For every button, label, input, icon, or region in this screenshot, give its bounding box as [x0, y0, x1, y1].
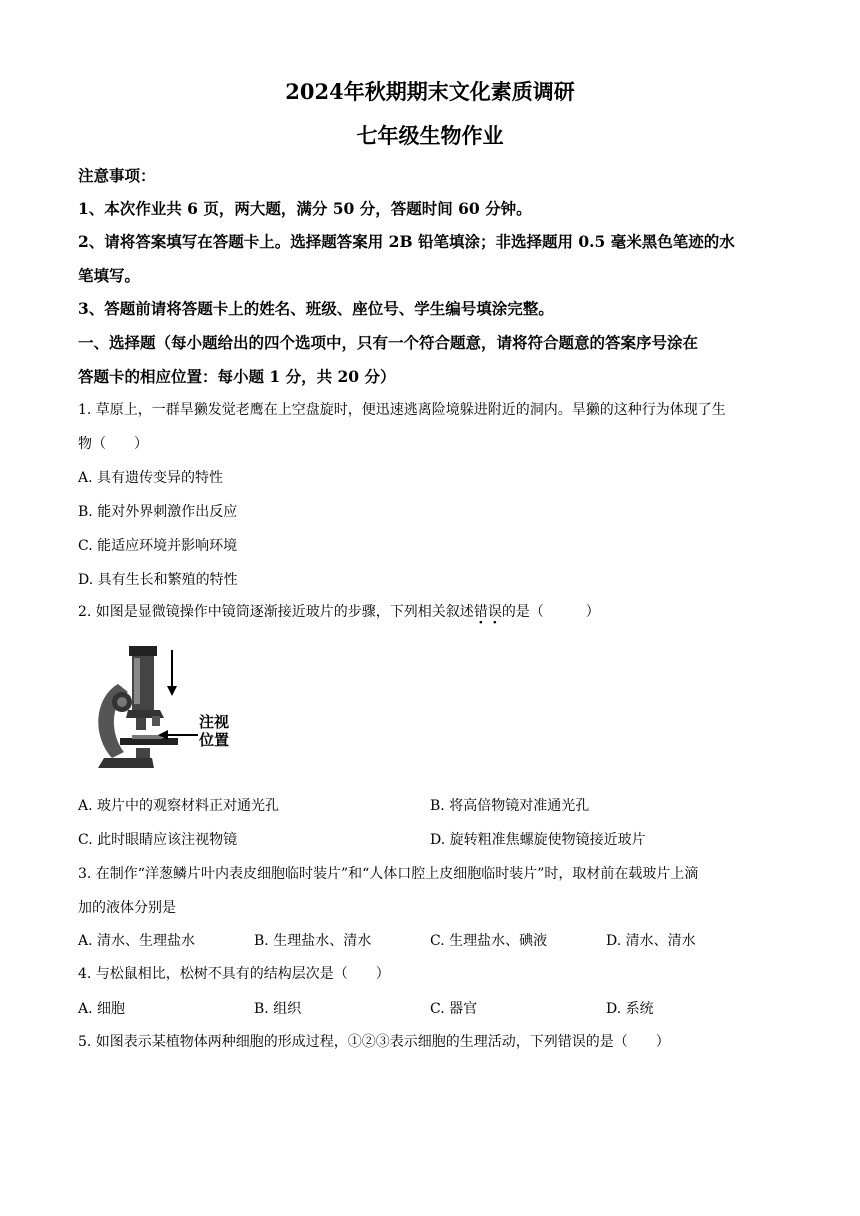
question-1-option: C. 能适应环境并影响环境 — [78, 538, 238, 554]
question-5-stem: 5. 如图表示某植物体两种细胞的形成过程，①②③表示细胞的生理活动，下列错误的是（ ） — [78, 1034, 670, 1050]
question-1-option: D. 具有生长和繁殖的特性 — [78, 572, 238, 588]
section-heading: 一、选择题（每小题给出的四个选项中，只有一个符合题意，请将符合题意的答案序号涂在 — [78, 333, 699, 352]
question-4-option: B. 组织 — [254, 1001, 302, 1017]
question-3-option: C. 生理盐水、碘液 — [430, 933, 548, 949]
figure-label: 注视 — [199, 713, 230, 731]
figure-label: 位置 — [199, 731, 230, 749]
note-item: 1、本次作业共 6 页，两大题，满分 50 分，答题时间 60 分钟。 — [78, 199, 532, 218]
question-4-stem: 4. 与松鼠相比，松树不具有的结构层次是（ ） — [78, 966, 390, 982]
question-3-option: A. 清水、生理盐水 — [78, 933, 196, 949]
question-2-option: C. 此时眼睛应该注视物镜 — [78, 832, 238, 848]
question-4-option: A. 细胞 — [78, 1001, 126, 1017]
question-3-stem: 加的液体分别是 — [78, 900, 176, 916]
question-1-stem: 物（ ） — [78, 436, 148, 452]
emphasis-char: 误 — [487, 604, 502, 620]
note-item: 笔填写。 — [78, 266, 141, 285]
question-4-option: D. 系统 — [606, 1001, 654, 1017]
question-4-option: C. 器官 — [430, 1001, 478, 1017]
section-heading: 答题卡的相应位置：每小题 1 分，共 20 分） — [78, 367, 396, 386]
question-2-option: D. 旋转粗准焦螺旋使物镜接近玻片 — [430, 832, 646, 848]
question-2-option: B. 将高倍物镜对准通光孔 — [430, 798, 590, 814]
question-1-option: B. 能对外界刺激作出反应 — [78, 504, 238, 520]
question-2-stem: 2. 如图是显微镜操作中镜筒逐渐接近玻片的步骤，下列相关叙述错误的是（ ） — [78, 604, 600, 620]
question-3-option: B. 生理盐水、清水 — [254, 933, 372, 949]
note-item: 3、答题前请将答题卡上的姓名、班级、座位号、学生编号填涂完整。 — [78, 299, 554, 318]
notes-heading: 注意事项： — [78, 166, 156, 185]
question-2-option: A. 玻片中的观察材料正对通光孔 — [78, 798, 280, 814]
question-3-option: D. 清水、清水 — [606, 933, 696, 949]
microscope-icon — [92, 640, 242, 780]
question-1-stem: 1. 草原上，一群旱獭发觉老鹰在上空盘旋时，便迅速逃离险境躲进附近的洞内。旱獭的这种行为体现了生 — [78, 402, 726, 418]
exam-title: 2024年秋期期末文化素质调研 — [285, 79, 575, 104]
note-item: 2、请将答案填写在答题卡上。选择题答案用 2B 铅笔填涂；非选择题用 0.5 毫米黑色笔迹的水 — [78, 232, 735, 251]
emphasis-char: 错 — [473, 604, 488, 620]
exam-subtitle: 七年级生物作业 — [356, 123, 504, 148]
question-3-stem: 3. 在制作“洋葱鳞片叶内表皮细胞临时装片”和“人体口腔上皮细胞临时装片”时，取材前在载玻片上滴 — [78, 866, 699, 882]
microscope-figure — [92, 640, 242, 780]
question-1-option: A. 具有遗传变异的特性 — [78, 470, 224, 486]
